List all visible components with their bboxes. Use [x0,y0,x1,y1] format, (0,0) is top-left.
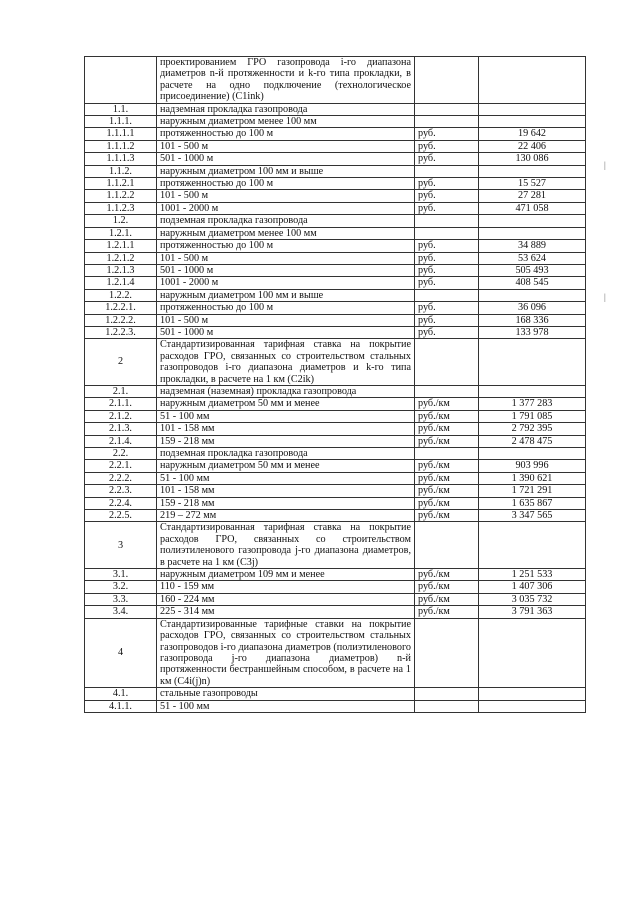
row-value: 471 058 [479,202,586,214]
row-value: 133 978 [479,326,586,338]
row-description: стальные газопроводы [157,688,415,700]
row-code: 1.2.2.2. [85,314,157,326]
row-description: 159 - 218 мм [157,497,415,509]
row-unit [415,289,479,301]
table-row [85,227,586,239]
row-unit: руб. [415,302,479,314]
row-code: 2.2.2. [85,472,157,484]
row-value [479,227,586,239]
row-unit [415,215,479,227]
row-code: 1.1. [85,103,157,115]
row-description: надземная прокладка газопровода [157,103,415,115]
row-code: 1.1.2.1 [85,178,157,190]
row-description: Стандартизированные тарифные ставки на покрытие расходов ГРО, связанных со строительством стальных газопроводов i-го диапазона диаметров (полиэтиленового газопровода j-го диапазона диаметров) n-й протяженности бестраншейным способом, в расчете на 1 км (C4i(j)n) [157,618,415,687]
row-unit: руб./км [415,485,479,497]
row-unit: руб./км [415,497,479,509]
table-row [85,569,586,581]
row-value: 34 889 [479,240,586,252]
row-value: 3 035 732 [479,593,586,605]
row-code: 1.1.1. [85,116,157,128]
table-row [85,314,586,326]
row-description: 501 - 1000 м [157,326,415,338]
row-code: 2.1.2. [85,410,157,422]
row-unit [415,227,479,239]
table-row [85,593,586,605]
row-description: протяженностью до 100 м [157,302,415,314]
row-unit: руб. [415,326,479,338]
row-value [479,289,586,301]
row-code: 2.2.4. [85,497,157,509]
row-unit: руб. [415,277,479,289]
row-description: 501 - 1000 м [157,153,415,165]
table-row [85,606,586,618]
row-unit: руб./км [415,410,479,422]
row-code: 2.2.1. [85,460,157,472]
row-description: наружным диаметром 100 мм и выше [157,289,415,301]
row-unit: руб. [415,140,479,152]
row-code: 3.4. [85,606,157,618]
row-description: 101 - 158 мм [157,423,415,435]
row-description: Стандартизированная тарифная ставка на покрытие расходов ГРО, связанных со строительством стальных газопроводов i-го диапазона диаметров и k-го типа прокладки, в расчете на 1 км (C2ik) [157,339,415,386]
row-unit [415,688,479,700]
row-value [479,103,586,115]
row-value [479,165,586,177]
row-description: 101 - 500 м [157,252,415,264]
row-value [479,700,586,712]
table-row [85,178,586,190]
row-unit: руб. [415,128,479,140]
row-description: наружным диаметром менее 100 мм [157,116,415,128]
row-value: 168 336 [479,314,586,326]
row-value: 1 377 283 [479,398,586,410]
row-description: 101 - 500 м [157,314,415,326]
row-code: 3.2. [85,581,157,593]
table-row [85,435,586,447]
row-unit: руб./км [415,423,479,435]
row-code: 1.2.1.3 [85,264,157,276]
row-description: 160 - 224 мм [157,593,415,605]
row-unit: руб. [415,252,479,264]
row-unit: руб. [415,178,479,190]
row-value: 2 792 395 [479,423,586,435]
row-unit [415,448,479,460]
tariff-table [84,56,586,713]
table-row [85,410,586,422]
table-row [85,128,586,140]
table-row [85,423,586,435]
row-description: наружным диаметром 100 мм и выше [157,165,415,177]
row-code: 1.2.2. [85,289,157,301]
row-code: 1.2.2.3. [85,326,157,338]
row-unit: руб./км [415,435,479,447]
table-row [85,398,586,410]
row-unit [415,700,479,712]
row-description: 219 – 272 мм [157,510,415,522]
table-row [85,165,586,177]
table-row [85,57,586,104]
row-code: 1.2.2.1. [85,302,157,314]
row-code: 1.1.2.2 [85,190,157,202]
row-value [479,57,586,104]
row-description: 51 - 100 мм [157,472,415,484]
row-code: 2.1.1. [85,398,157,410]
row-unit: руб./км [415,510,479,522]
row-value: 1 390 621 [479,472,586,484]
row-code: 1.2.1.4 [85,277,157,289]
row-description: 225 - 314 мм [157,606,415,618]
row-description: надземная (наземная) прокладка газопровода [157,385,415,397]
table-row [85,618,586,687]
table-row [85,448,586,460]
row-unit: руб./км [415,460,479,472]
row-code: 1.1.1.1 [85,128,157,140]
row-value: 3 791 363 [479,606,586,618]
row-unit: руб. [415,190,479,202]
row-description: протяженностью до 100 м [157,128,415,140]
row-unit [415,103,479,115]
row-unit: руб./км [415,606,479,618]
row-unit: руб. [415,202,479,214]
row-description: 110 - 159 мм [157,581,415,593]
row-unit: руб./км [415,472,479,484]
row-code: 4.1.1. [85,700,157,712]
row-code: 2 [85,339,157,386]
table-row [85,385,586,397]
table-row [85,153,586,165]
row-code: 2.2. [85,448,157,460]
row-code: 1.2.1.1 [85,240,157,252]
table-row [85,497,586,509]
row-value: 3 347 565 [479,510,586,522]
row-unit: руб. [415,240,479,252]
table-row [85,581,586,593]
row-value [479,116,586,128]
row-description: наружным диаметром 50 мм и менее [157,398,415,410]
row-value: 408 545 [479,277,586,289]
row-value: 15 527 [479,178,586,190]
row-value [479,618,586,687]
row-unit: руб./км [415,569,479,581]
table-row [85,688,586,700]
table-row [85,510,586,522]
row-unit [415,618,479,687]
row-code: 1.2.1. [85,227,157,239]
table-row [85,522,586,569]
row-unit: руб./км [415,398,479,410]
row-description: протяженностью до 100 м [157,178,415,190]
row-code: 2.1.4. [85,435,157,447]
row-unit: руб./км [415,581,479,593]
table-row [85,140,586,152]
row-description: 501 - 1000 м [157,264,415,276]
table-row [85,326,586,338]
row-value [479,688,586,700]
table-row [85,700,586,712]
row-value [479,339,586,386]
row-code: 2.2.3. [85,485,157,497]
row-unit: руб. [415,153,479,165]
row-value: 53 624 [479,252,586,264]
row-code: 1.2.1.2 [85,252,157,264]
row-value [479,522,586,569]
row-description: 101 - 500 м [157,190,415,202]
table-row [85,339,586,386]
row-description: 159 - 218 мм [157,435,415,447]
row-value: 505 493 [479,264,586,276]
row-value [479,448,586,460]
table-row [85,485,586,497]
row-value [479,385,586,397]
row-description: 101 - 500 м [157,140,415,152]
row-unit: руб. [415,314,479,326]
row-unit: руб. [415,264,479,276]
table-row [85,103,586,115]
row-value: 27 281 [479,190,586,202]
row-value [479,215,586,227]
row-description: Стандартизированная тарифная ставка на покрытие расходов ГРО, связанных со строительством полиэтиленового газопровода j-го диапазона диаметров, в расчете на 1 км (C3j) [157,522,415,569]
table-row [85,240,586,252]
row-code: 1.1.2. [85,165,157,177]
row-code: 2.1. [85,385,157,397]
row-description: 1001 - 2000 м [157,277,415,289]
scan-mark: | [604,160,606,170]
row-code: 1.1.1.3 [85,153,157,165]
table-row [85,289,586,301]
table-row [85,202,586,214]
row-description: 51 - 100 мм [157,410,415,422]
row-unit [415,57,479,104]
row-description: 51 - 100 мм [157,700,415,712]
row-value: 19 642 [479,128,586,140]
table-row [85,472,586,484]
table-row [85,252,586,264]
row-description: 1001 - 2000 м [157,202,415,214]
row-code: 1.2. [85,215,157,227]
row-value: 1 721 291 [479,485,586,497]
row-description: 101 - 158 мм [157,485,415,497]
row-value: 1 407 306 [479,581,586,593]
row-value: 903 996 [479,460,586,472]
scan-mark: | [604,292,606,302]
row-value: 36 096 [479,302,586,314]
row-description: наружным диаметром 50 мм и менее [157,460,415,472]
row-code: 4.1. [85,688,157,700]
row-description: наружным диаметром 109 мм и менее [157,569,415,581]
row-unit [415,339,479,386]
table-row [85,302,586,314]
row-unit [415,116,479,128]
table-row [85,277,586,289]
row-value: 1 251 533 [479,569,586,581]
row-value: 2 478 475 [479,435,586,447]
row-description: проектированием ГРО газопровода i-го диапазона диаметров n-й протяженности и k-го типа прокладки, в расчете на одно подключение (технологическое присоединение) (C1ink) [157,57,415,104]
row-unit [415,165,479,177]
row-description: наружным диаметром менее 100 мм [157,227,415,239]
row-unit: руб./км [415,593,479,605]
row-code: 4 [85,618,157,687]
row-value: 1 635 867 [479,497,586,509]
row-value: 130 086 [479,153,586,165]
table-row [85,460,586,472]
row-code: 3.1. [85,569,157,581]
table-row [85,215,586,227]
row-code: 2.1.3. [85,423,157,435]
row-value: 22 406 [479,140,586,152]
row-description: протяженностью до 100 м [157,240,415,252]
row-description: подземная прокладка газопровода [157,215,415,227]
row-code: 1.1.1.2 [85,140,157,152]
row-description: подземная прокладка газопровода [157,448,415,460]
row-code: 3.3. [85,593,157,605]
row-code: 2.2.5. [85,510,157,522]
table-row [85,116,586,128]
table-row [85,190,586,202]
row-code: 1.1.2.3 [85,202,157,214]
table-row [85,264,586,276]
row-code: 3 [85,522,157,569]
row-unit [415,522,479,569]
row-code [85,57,157,104]
tariff-table-body [85,57,586,713]
row-value: 1 791 085 [479,410,586,422]
row-unit [415,385,479,397]
